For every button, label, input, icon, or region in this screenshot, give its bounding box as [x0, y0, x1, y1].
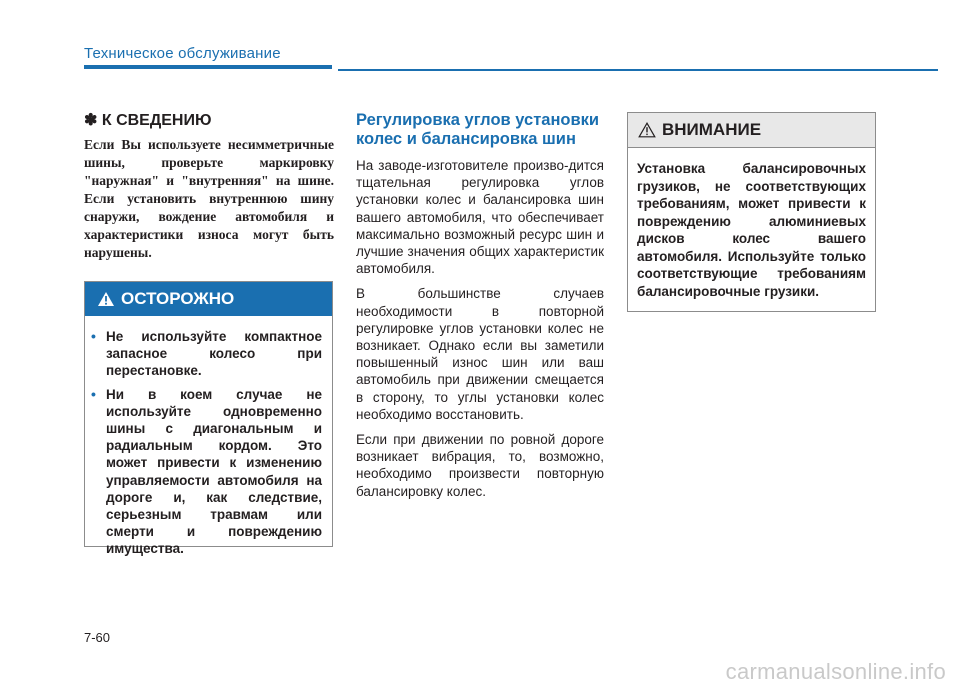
warning-label: ВНИМАНИЕ [662, 120, 762, 139]
watermark: carmanualsonline.info [725, 659, 946, 684]
bullet-icon: • [91, 385, 96, 402]
section-heading: Регулировка углов установки колес и балансировка шин [356, 111, 600, 148]
note-title: ✽ К СВЕДЕНИЮ [84, 112, 212, 129]
bullet-icon: • [91, 328, 96, 344]
note-text: Если Вы используете несимметричные шины, проверьте маркировку "наружная" и "внутренняя" на шине. Если установить внутреннюю шину снаружи, вождение автомобиля и характеристики износа могут быть нарушены. [84, 137, 334, 261]
caution-list [85, 316, 332, 558]
warning-triangle-outline-icon [638, 122, 656, 138]
section-header-title: Техническое обслуживание [84, 45, 281, 62]
caution-item-text: Ни в коем случае не используйте одновременно шины с диагональным и радиальным кордом. Это может привести к изменению управляемости автомобиля на дороге и, как следствие, серьезным травмам или смерти и повреждению имущества. [106, 386, 322, 557]
warning-triangle-icon [97, 291, 115, 307]
header-rule [338, 69, 938, 71]
body-paragraph: На заводе-изготовителе произво-дится тщательная регулировка углов установки колес и балансировка шин вашего автомобиля, что обеспечивает максимально возможный ресурс шин и лучшие значения общих характеристик автомобиля. [356, 158, 604, 277]
caution-header [85, 282, 332, 316]
body-paragraph: Если при движении по ровной дороге возникает вибрация, то, возможно, необходимо произвести повторную балансировку колес. [356, 432, 604, 499]
header-rule-accent [84, 65, 332, 69]
section-block [356, 111, 604, 508]
warning-header [628, 113, 875, 148]
caution-box [84, 281, 333, 557]
page-number: 7-60 [84, 630, 111, 645]
body-paragraph: В большинстве случаев необходимости в повторной регулировке углов установки колес не возникает. Однако если вы заметили повышенный износ шин или ваш автомобиль при движении смещается в сторону, то углы установки колес необходимо восстановить. [356, 286, 604, 422]
warning-box [627, 112, 876, 312]
list-item [91, 385, 322, 558]
list-item [91, 328, 322, 380]
caution-label: ОСТОРОЖНО [121, 289, 235, 308]
caution-item-text: Не используйте компактное запасное колесо при перестановке. [106, 329, 322, 379]
warning-text: Установка балансировочных грузиков, не соответствующих требованиям, может привести к повреждению алюминиевых дисков колес вашего автомобиля. Используйте только соответствующие требованиям балансировочные грузики. [637, 161, 866, 299]
note-block [84, 111, 334, 262]
